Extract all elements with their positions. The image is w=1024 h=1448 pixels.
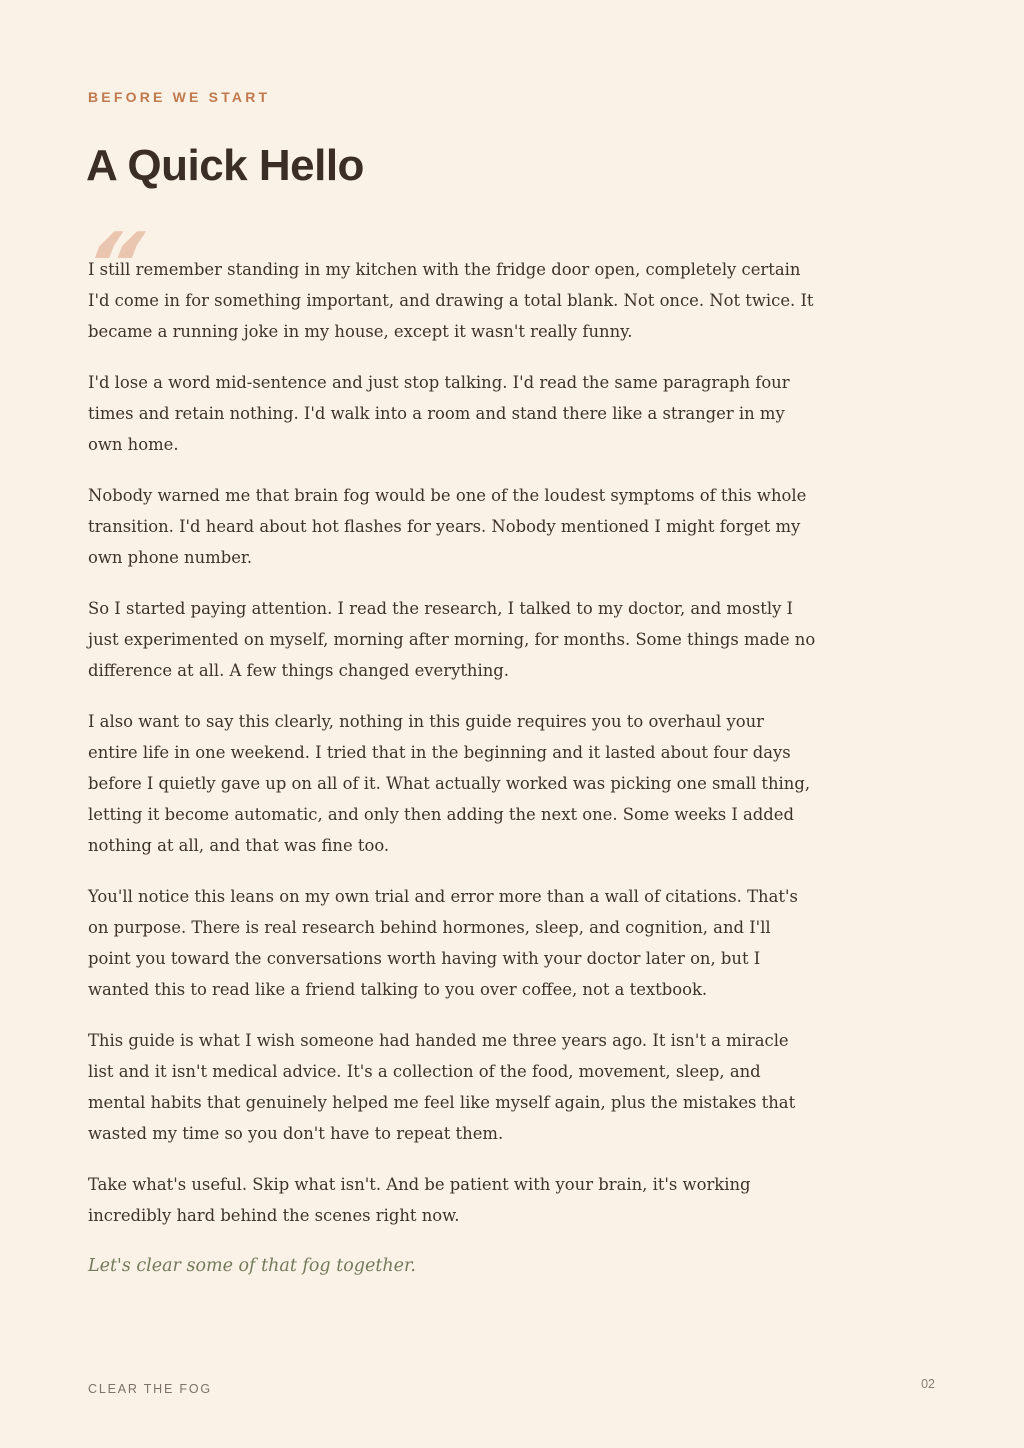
paragraph-7: This guide is what I wish someone had handed me three years ago. It isn't a miracle list and it isn't medical advice. It's a collection of the food, movement, sleep, and mental habits that genuinely helped me feel like myself again, plus the mistakes that wasted my time so you don't have to repeat them. [88,1031,796,1143]
paragraph-2: I'd lose a word mid-sentence and just stop talking. I'd read the same paragraph four times and retain nothing. I'd walk into a room and stand there like a stranger in my own home. [88,373,790,454]
paragraph-8: Take what's useful. Skip what isn't. And be patient with your brain, it's working incredibly hard behind the scenes right now. [88,1175,751,1225]
section-eyebrow: BEFORE WE START [88,89,271,105]
footer-book-title: CLEAR THE FOG [88,1382,212,1396]
page-title: A Quick Hello [86,141,364,190]
paragraph-3: Nobody warned me that brain fog would be one of the loudest symptoms of this whole transition. I'd heard about hot flashes for years. Nobody mentioned I might forget my own phone number. [88,486,807,567]
paragraph-1: I still remember standing in my kitchen with the fridge door open, completely certain I'd come in for something important, and drawing a total blank. Not once. Not twice. It became a running joke in my house, except it wasn't really funny. [88,260,814,341]
paragraph-4: So I started paying attention. I read the research, I talked to my doctor, and mostly I just experimented on myself, morning after morning, for months. Some things made no difference at all. A few things changed everything. [88,599,816,680]
quote-mark-icon: “ [75,215,149,315]
paragraph-5: I also want to say this clearly, nothing in this guide requires you to overhaul your entire life in one weekend. I tried that in the beginning and it lasted about four days before I quietly gave up on all of it. What actually worked was picking one small thing, letting it become automatic, and only then adding the next one. Some weeks I added nothing at all, and that was fine too. [88,712,811,855]
page-number: 02 [921,1377,935,1391]
closing-line: Let's clear some of that fog together. [88,1256,416,1276]
paragraph-6: You'll notice this leans on my own trial and error more than a wall of citations. That's on purpose. There is real research behind hormones, sleep, and cognition, and I'll point you toward the conversations worth having with your doctor later on, but I wanted this to read like a friend talking to you over coffee, not a textbook. [88,887,798,999]
body-text [88,254,816,1302]
